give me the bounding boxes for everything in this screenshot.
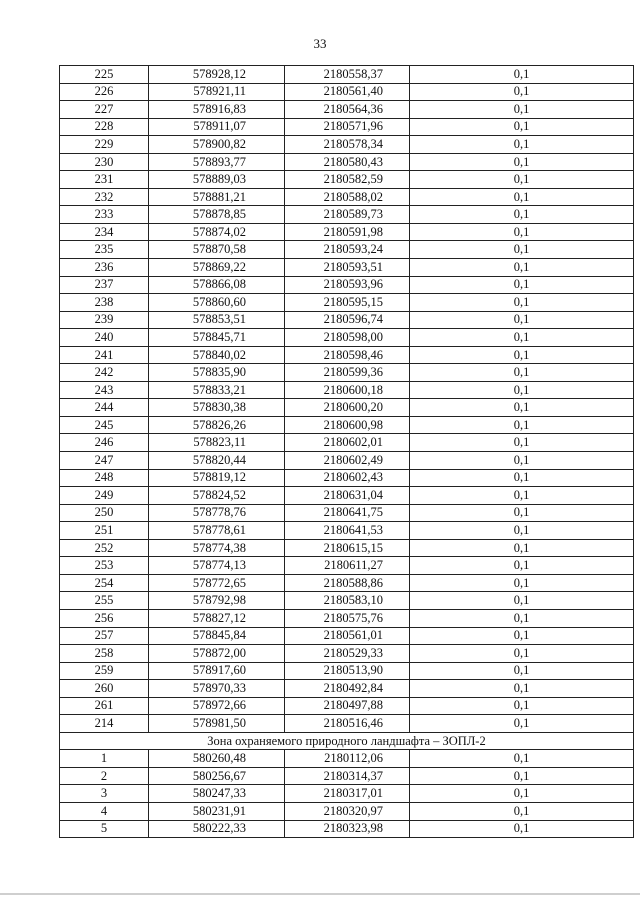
table-row [60,697,634,715]
table-row [60,557,634,575]
y-coordinate-cell: 2180600,20 [285,399,410,417]
tolerance-cell: 0,1 [410,574,634,592]
point-number-cell: 233 [60,206,149,224]
table-row [60,276,634,294]
y-coordinate-cell: 2180588,86 [285,574,410,592]
y-coordinate-cell: 2180602,01 [285,434,410,452]
x-coordinate-cell: 578823,11 [149,434,285,452]
y-coordinate-cell: 2180599,36 [285,364,410,382]
table-row [60,609,634,627]
point-number-cell: 254 [60,574,149,592]
table-row [60,539,634,557]
table-row [60,118,634,136]
point-number-cell: 225 [60,66,149,84]
x-coordinate-cell: 578881,21 [149,188,285,206]
y-coordinate-cell: 2180561,40 [285,83,410,101]
y-coordinate-cell: 2180600,98 [285,416,410,434]
table-row [60,469,634,487]
tolerance-cell: 0,1 [410,627,634,645]
tolerance-cell: 0,1 [410,469,634,487]
table-row [60,364,634,382]
table-row [60,188,634,206]
x-coordinate-cell: 578917,60 [149,662,285,680]
tolerance-cell: 0,1 [410,118,634,136]
tolerance-cell: 0,1 [410,188,634,206]
x-coordinate-cell: 578845,84 [149,627,285,645]
y-coordinate-cell: 2180591,98 [285,223,410,241]
tolerance-cell: 0,1 [410,399,634,417]
y-coordinate-cell: 2180588,02 [285,188,410,206]
table-row [60,662,634,680]
point-number-cell: 249 [60,487,149,505]
x-coordinate-cell: 578878,85 [149,206,285,224]
table-row [60,223,634,241]
point-number-cell: 235 [60,241,149,259]
y-coordinate-cell: 2180561,01 [285,627,410,645]
y-coordinate-cell: 2180575,76 [285,609,410,627]
table-row [60,574,634,592]
point-number-cell: 258 [60,645,149,663]
x-coordinate-cell: 578840,02 [149,346,285,364]
tolerance-cell: 0,1 [410,416,634,434]
x-coordinate-cell: 578866,08 [149,276,285,294]
y-coordinate-cell: 2180641,53 [285,522,410,540]
x-coordinate-cell: 578928,12 [149,66,285,84]
y-coordinate-cell: 2180593,51 [285,259,410,277]
point-number-cell: 234 [60,223,149,241]
y-coordinate-cell: 2180529,33 [285,645,410,663]
table-row [60,750,634,768]
tolerance-cell: 0,1 [410,136,634,154]
zone-section-title: Зона охраняемого природного ландшафта – ЗОПЛ-2 [60,732,634,750]
point-number-cell: 256 [60,609,149,627]
tolerance-cell: 0,1 [410,259,634,277]
tolerance-cell: 0,1 [410,539,634,557]
table-row [60,627,634,645]
table-row [60,206,634,224]
tolerance-cell: 0,1 [410,802,634,820]
point-number-cell: 1 [60,750,149,768]
table-row [60,136,634,154]
y-coordinate-cell: 2180598,46 [285,346,410,364]
point-number-cell: 214 [60,715,149,733]
section-row [60,732,634,750]
table-row [60,645,634,663]
y-coordinate-cell: 2180641,75 [285,504,410,522]
table-row [60,171,634,189]
point-number-cell: 244 [60,399,149,417]
tolerance-cell: 0,1 [410,522,634,540]
tolerance-cell: 0,1 [410,83,634,101]
y-coordinate-cell: 2180593,24 [285,241,410,259]
x-coordinate-cell: 580247,33 [149,785,285,803]
tolerance-cell: 0,1 [410,241,634,259]
table-row [60,153,634,171]
point-number-cell: 250 [60,504,149,522]
y-coordinate-cell: 2180558,37 [285,66,410,84]
table-row [60,346,634,364]
table-row [60,329,634,347]
y-coordinate-cell: 2180516,46 [285,715,410,733]
point-number-cell: 238 [60,294,149,312]
point-number-cell: 255 [60,592,149,610]
tolerance-cell: 0,1 [410,715,634,733]
page-bottom-edge [0,893,640,895]
y-coordinate-cell: 2180497,88 [285,697,410,715]
x-coordinate-cell: 580231,91 [149,802,285,820]
y-coordinate-cell: 2180611,27 [285,557,410,575]
tolerance-cell: 0,1 [410,434,634,452]
point-number-cell: 2 [60,767,149,785]
x-coordinate-cell: 578853,51 [149,311,285,329]
table-row [60,311,634,329]
table-row [60,680,634,698]
x-coordinate-cell: 578869,22 [149,259,285,277]
y-coordinate-cell: 2180571,96 [285,118,410,136]
y-coordinate-cell: 2180513,90 [285,662,410,680]
y-coordinate-cell: 2180596,74 [285,311,410,329]
x-coordinate-cell: 578778,76 [149,504,285,522]
table-row [60,715,634,733]
tolerance-cell: 0,1 [410,697,634,715]
tolerance-cell: 0,1 [410,750,634,768]
table-row [60,83,634,101]
y-coordinate-cell: 2180112,06 [285,750,410,768]
tolerance-cell: 0,1 [410,101,634,119]
y-coordinate-cell: 2180578,34 [285,136,410,154]
tolerance-cell: 0,1 [410,276,634,294]
y-coordinate-cell: 2180323,98 [285,820,410,838]
point-number-cell: 236 [60,259,149,277]
tolerance-cell: 0,1 [410,820,634,838]
tolerance-cell: 0,1 [410,592,634,610]
table-row [60,101,634,119]
table-row [60,294,634,312]
tolerance-cell: 0,1 [410,785,634,803]
point-number-cell: 252 [60,539,149,557]
point-number-cell: 3 [60,785,149,803]
x-coordinate-cell: 578921,11 [149,83,285,101]
point-number-cell: 251 [60,522,149,540]
tolerance-cell: 0,1 [410,66,634,84]
point-number-cell: 247 [60,452,149,470]
point-number-cell: 242 [60,364,149,382]
y-coordinate-cell: 2180314,37 [285,767,410,785]
x-coordinate-cell: 578826,26 [149,416,285,434]
point-number-cell: 239 [60,311,149,329]
point-number-cell: 243 [60,381,149,399]
y-coordinate-cell: 2180598,00 [285,329,410,347]
point-number-cell: 245 [60,416,149,434]
point-number-cell: 231 [60,171,149,189]
x-coordinate-cell: 578893,77 [149,153,285,171]
point-number-cell: 237 [60,276,149,294]
y-coordinate-cell: 2180593,96 [285,276,410,294]
y-coordinate-cell: 2180589,73 [285,206,410,224]
point-number-cell: 253 [60,557,149,575]
table-row [60,66,634,84]
tolerance-cell: 0,1 [410,329,634,347]
point-number-cell: 226 [60,83,149,101]
point-number-cell: 4 [60,802,149,820]
tolerance-cell: 0,1 [410,364,634,382]
table-row [60,504,634,522]
point-number-cell: 240 [60,329,149,347]
table-row [60,767,634,785]
x-coordinate-cell: 578845,71 [149,329,285,347]
point-number-cell: 232 [60,188,149,206]
tolerance-cell: 0,1 [410,487,634,505]
point-number-cell: 5 [60,820,149,838]
x-coordinate-cell: 578872,00 [149,645,285,663]
x-coordinate-cell: 578870,58 [149,241,285,259]
x-coordinate-cell: 580260,48 [149,750,285,768]
table-row [60,399,634,417]
page-number: 33 [313,36,327,51]
tolerance-cell: 0,1 [410,662,634,680]
x-coordinate-cell: 578900,82 [149,136,285,154]
x-coordinate-cell: 578970,33 [149,680,285,698]
y-coordinate-cell: 2180320,97 [285,802,410,820]
point-number-cell: 257 [60,627,149,645]
x-coordinate-cell: 578830,38 [149,399,285,417]
x-coordinate-cell: 578824,52 [149,487,285,505]
tolerance-cell: 0,1 [410,153,634,171]
x-coordinate-cell: 578820,44 [149,452,285,470]
x-coordinate-cell: 580222,33 [149,820,285,838]
x-coordinate-cell: 578833,21 [149,381,285,399]
point-number-cell: 260 [60,680,149,698]
x-coordinate-cell: 578835,90 [149,364,285,382]
y-coordinate-cell: 2180492,84 [285,680,410,698]
coordinates-table-body [60,66,634,838]
y-coordinate-cell: 2180600,18 [285,381,410,399]
tolerance-cell: 0,1 [410,206,634,224]
coordinates-table [59,65,634,838]
tolerance-cell: 0,1 [410,294,634,312]
tolerance-cell: 0,1 [410,223,634,241]
table-row [60,381,634,399]
point-number-cell: 227 [60,101,149,119]
x-coordinate-cell: 578774,38 [149,539,285,557]
tolerance-cell: 0,1 [410,767,634,785]
x-coordinate-cell: 580256,67 [149,767,285,785]
table-row [60,592,634,610]
x-coordinate-cell: 578972,66 [149,697,285,715]
x-coordinate-cell: 578774,13 [149,557,285,575]
tolerance-cell: 0,1 [410,381,634,399]
x-coordinate-cell: 578827,12 [149,609,285,627]
table-row [60,820,634,838]
point-number-cell: 246 [60,434,149,452]
y-coordinate-cell: 2180602,49 [285,452,410,470]
tolerance-cell: 0,1 [410,680,634,698]
tolerance-cell: 0,1 [410,557,634,575]
x-coordinate-cell: 578778,61 [149,522,285,540]
table-row [60,434,634,452]
tolerance-cell: 0,1 [410,311,634,329]
tolerance-cell: 0,1 [410,609,634,627]
point-number-cell: 230 [60,153,149,171]
point-number-cell: 241 [60,346,149,364]
y-coordinate-cell: 2180595,15 [285,294,410,312]
table-row [60,522,634,540]
point-number-cell: 248 [60,469,149,487]
y-coordinate-cell: 2180615,15 [285,539,410,557]
x-coordinate-cell: 578819,12 [149,469,285,487]
x-coordinate-cell: 578874,02 [149,223,285,241]
tolerance-cell: 0,1 [410,346,634,364]
x-coordinate-cell: 578792,98 [149,592,285,610]
point-number-cell: 259 [60,662,149,680]
x-coordinate-cell: 578911,07 [149,118,285,136]
y-coordinate-cell: 2180583,10 [285,592,410,610]
tolerance-cell: 0,1 [410,504,634,522]
y-coordinate-cell: 2180582,59 [285,171,410,189]
table-row [60,416,634,434]
table-row [60,487,634,505]
x-coordinate-cell: 578916,83 [149,101,285,119]
x-coordinate-cell: 578860,60 [149,294,285,312]
x-coordinate-cell: 578981,50 [149,715,285,733]
table-row [60,785,634,803]
tolerance-cell: 0,1 [410,452,634,470]
y-coordinate-cell: 2180602,43 [285,469,410,487]
y-coordinate-cell: 2180564,36 [285,101,410,119]
y-coordinate-cell: 2180580,43 [285,153,410,171]
table-row [60,241,634,259]
x-coordinate-cell: 578889,03 [149,171,285,189]
tolerance-cell: 0,1 [410,645,634,663]
table-row [60,802,634,820]
table-row [60,452,634,470]
table-row [60,259,634,277]
x-coordinate-cell: 578772,65 [149,574,285,592]
point-number-cell: 229 [60,136,149,154]
point-number-cell: 261 [60,697,149,715]
point-number-cell: 228 [60,118,149,136]
tolerance-cell: 0,1 [410,171,634,189]
y-coordinate-cell: 2180317,01 [285,785,410,803]
y-coordinate-cell: 2180631,04 [285,487,410,505]
